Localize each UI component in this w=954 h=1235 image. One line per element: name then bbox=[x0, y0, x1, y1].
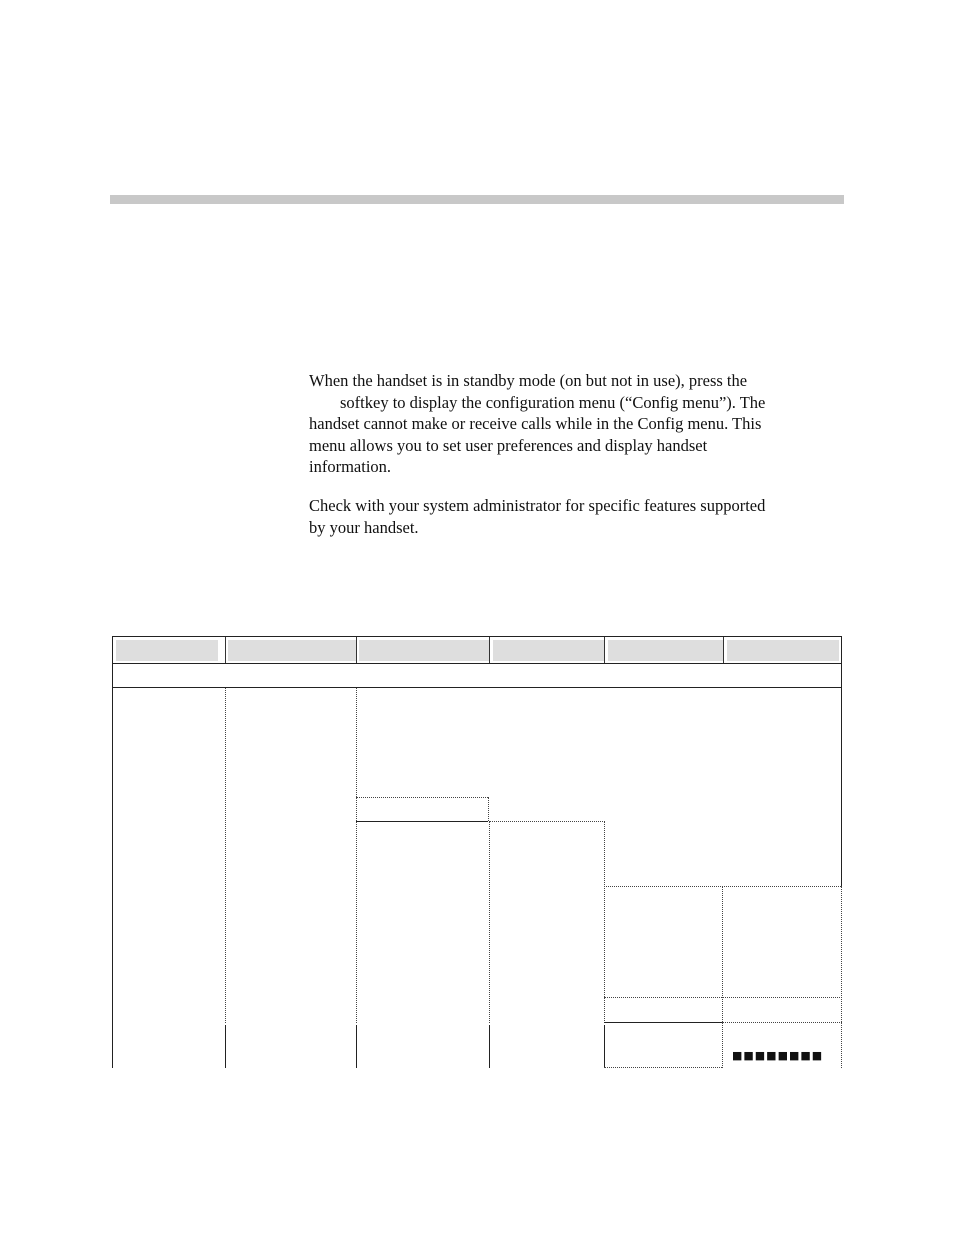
table-left-border bbox=[112, 688, 113, 1068]
admin-paragraph bbox=[309, 495, 839, 538]
intro-line-3: handset cannot make or receive calls while in the Config menu. This bbox=[309, 414, 762, 433]
row-divider-dotted bbox=[489, 821, 605, 822]
column-divider bbox=[225, 1025, 226, 1068]
section-rule-bar bbox=[110, 195, 844, 204]
row-divider-dotted bbox=[722, 997, 842, 998]
intro-paragraph bbox=[309, 370, 839, 478]
column-divider-dotted bbox=[722, 886, 723, 1068]
header-cell-2 bbox=[228, 640, 356, 661]
table-spanning-row bbox=[112, 663, 842, 688]
column-divider bbox=[489, 1025, 490, 1068]
row-divider-dotted bbox=[604, 1067, 722, 1068]
table-header-row bbox=[112, 636, 842, 664]
password-mask-value: ■■■■■■■■ bbox=[732, 1049, 824, 1062]
header-cell-4 bbox=[493, 640, 604, 661]
header-divider bbox=[225, 637, 226, 663]
header-cell-1 bbox=[116, 640, 218, 661]
column-divider-dotted bbox=[604, 821, 605, 1023]
admin-line-1: Check with your system administrator for specific features supported bbox=[309, 496, 766, 515]
column-divider-dotted bbox=[489, 821, 490, 1023]
header-divider bbox=[356, 637, 357, 663]
header-divider bbox=[489, 637, 490, 663]
subcell-right-border bbox=[488, 797, 489, 821]
config-menu-table bbox=[112, 636, 842, 1068]
intro-line-1: When the handset is in standby mode (on but not in use), press the bbox=[309, 371, 748, 390]
intro-line-5: information. bbox=[309, 457, 392, 476]
intro-line-2: softkey to display the configuration menu (“Config menu”). The bbox=[340, 392, 766, 412]
table-right-border-dotted bbox=[841, 886, 842, 1068]
subcell-bottom-border bbox=[356, 821, 488, 822]
column-divider bbox=[604, 1025, 605, 1068]
subcell-top-border bbox=[356, 797, 488, 798]
admin-line-2: by your handset. bbox=[309, 517, 419, 537]
column-divider-dotted bbox=[225, 688, 226, 1023]
row-divider-dotted bbox=[604, 997, 722, 998]
table-right-border bbox=[841, 688, 842, 886]
row-divider-dotted bbox=[722, 1022, 842, 1023]
column-divider-dotted bbox=[356, 688, 357, 1023]
row-divider bbox=[604, 1022, 722, 1023]
intro-line-4: menu allows you to set user preferences and display handset bbox=[309, 435, 708, 455]
header-cell-3 bbox=[359, 640, 489, 661]
header-cell-6 bbox=[727, 640, 839, 661]
column-divider bbox=[356, 1025, 357, 1068]
header-divider bbox=[723, 637, 724, 663]
header-cell-5 bbox=[608, 640, 723, 661]
header-divider bbox=[604, 637, 605, 663]
